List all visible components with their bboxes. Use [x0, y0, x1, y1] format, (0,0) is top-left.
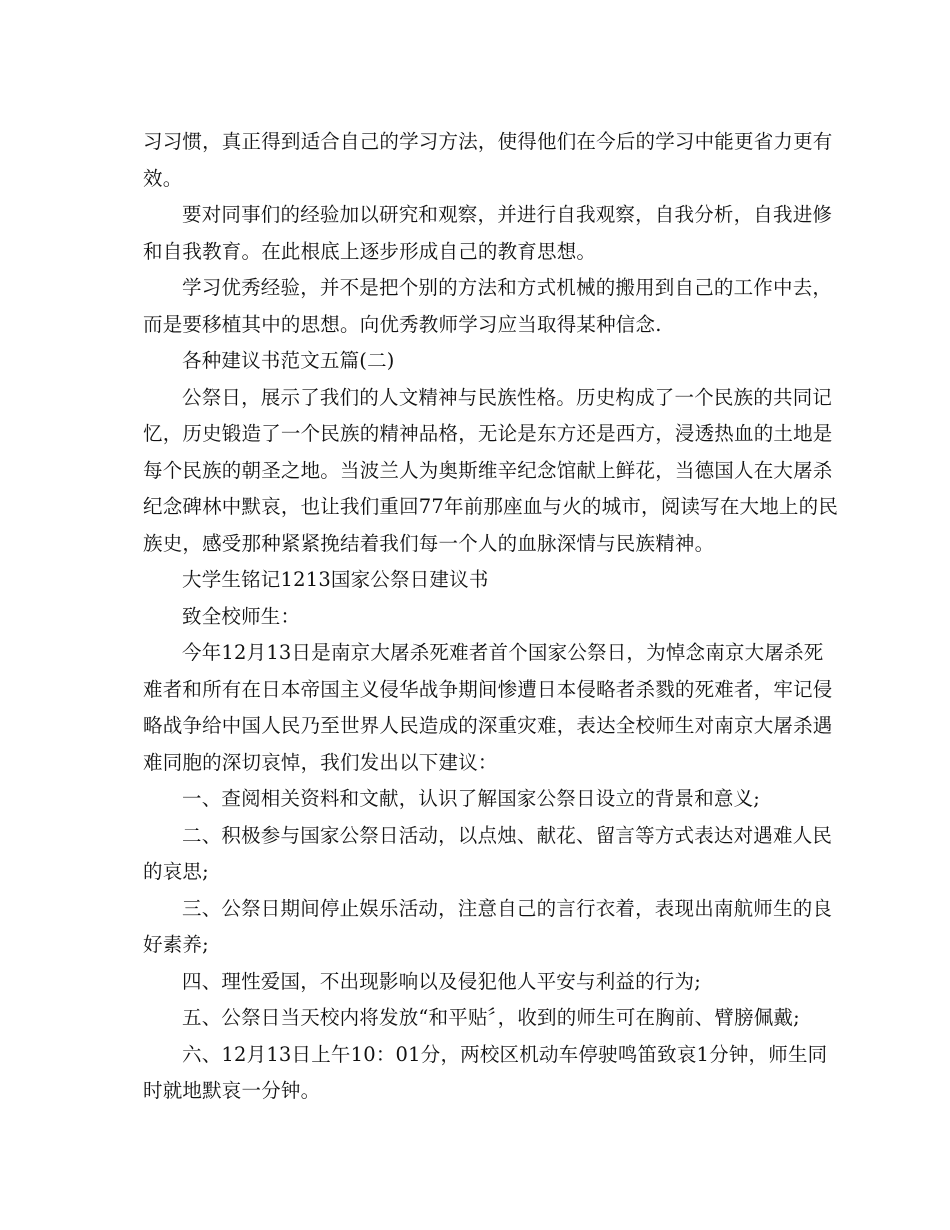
- letter-title: [143, 562, 809, 599]
- text-line: 忆，历史锻造了一个民族的精神品格，无论是东方还是西方，浸透热血的土地是: [143, 422, 833, 445]
- text-line: 要对同事们的经验加以研究和观察，并进行自我观察，自我分析，自我进修: [182, 203, 833, 226]
- paragraph: [143, 124, 833, 197]
- letter-salutation: [143, 599, 809, 636]
- paragraph: [143, 197, 833, 270]
- text-line: 三、公祭日期间停止娱乐活动，注意自己的言行衣着，表现出南航师生的良: [182, 896, 833, 920]
- text-line: 时就地默哀一分钟。: [143, 1079, 321, 1102]
- text-line: 族史，感受那种紧紧挽结着我们每一个人的血脉深情与民族精神。: [143, 531, 715, 555]
- paragraph: [143, 270, 833, 343]
- text-line: 公祭日，展示了我们的人文精神与民族性格。历史构成了一个民族的共同记: [182, 385, 833, 409]
- text-line: 的哀思;: [143, 860, 209, 883]
- text-line: 略战争给中国人民乃至世界人民造成的深重灾难，表达全校师生对南京大屠杀遇: [143, 714, 833, 737]
- text-line: 难同胞的深切哀悼，我们发出以下建议：: [143, 750, 498, 774]
- text-line: 和自我教育。在此根底上逐步形成自己的教育思想。: [143, 239, 597, 263]
- text-line: 而是要移植其中的思想。向优秀教师学习应当取得某种信念.: [143, 312, 662, 336]
- text-line: 学习优秀经验，并不是把个别的方法和方式机械的搬用到自己的工作中去，: [182, 276, 833, 299]
- list-item: [143, 818, 833, 891]
- text-line: 各种建议书范文五篇(二): [182, 349, 395, 372]
- section-heading: [143, 343, 809, 380]
- text-line: 二、积极参与国家公祭日活动，以点烛、献花、留言等方式表达对遇难人民: [182, 823, 833, 847]
- text-line: 每个民族的朝圣之地。当波兰人为奥斯维辛纪念馆献上鲜花，当德国人在大屠杀: [143, 458, 833, 482]
- document-body: [143, 124, 839, 1110]
- list-item: [143, 1000, 809, 1037]
- paragraph: [143, 380, 839, 563]
- text-line: 难者和所有在日本帝国主义侵华战争期间惨遭日本侵略者杀戮的死难者，牢记侵: [143, 677, 833, 701]
- paragraph: [143, 635, 833, 781]
- text-line: 好素养;: [143, 933, 209, 956]
- list-item: [143, 964, 809, 1001]
- list-item: [143, 1037, 828, 1110]
- list-item: [143, 781, 809, 818]
- text-line: 今年12月13日是南京大屠杀死难者首个国家公祭日，为悼念南京大屠杀死: [182, 641, 824, 664]
- text-line: 六、12月13日上午10：01分，两校区机动车停驶鸣笛致哀1分钟，师生同: [182, 1042, 828, 1066]
- text-line: 大学生铭记1213国家公祭日建议书: [182, 568, 489, 591]
- list-item: [143, 891, 833, 964]
- text-line: 效。: [143, 166, 183, 190]
- text-line: 致全校师生：: [182, 604, 301, 628]
- text-line: 四、理性爱国，不出现影响以及侵犯他人平安与利益的行为;: [182, 969, 701, 993]
- text-line: 习习惯，真正得到适合自己的学习方法，使得他们在今后的学习中能更省力更有: [143, 130, 833, 153]
- text-line: 纪念碑林中默哀，也让我们重回77年前那座血与火的城市，阅读写在大地上的民: [143, 495, 839, 518]
- text-line: 一、查阅相关资料和文献，认识了解国家公祭日设立的背景和意义;: [182, 787, 761, 810]
- text-line: 五、公祭日当天校内将发放“和平贴〞，收到的师生可在胸前、臂膀佩戴;: [182, 1006, 800, 1029]
